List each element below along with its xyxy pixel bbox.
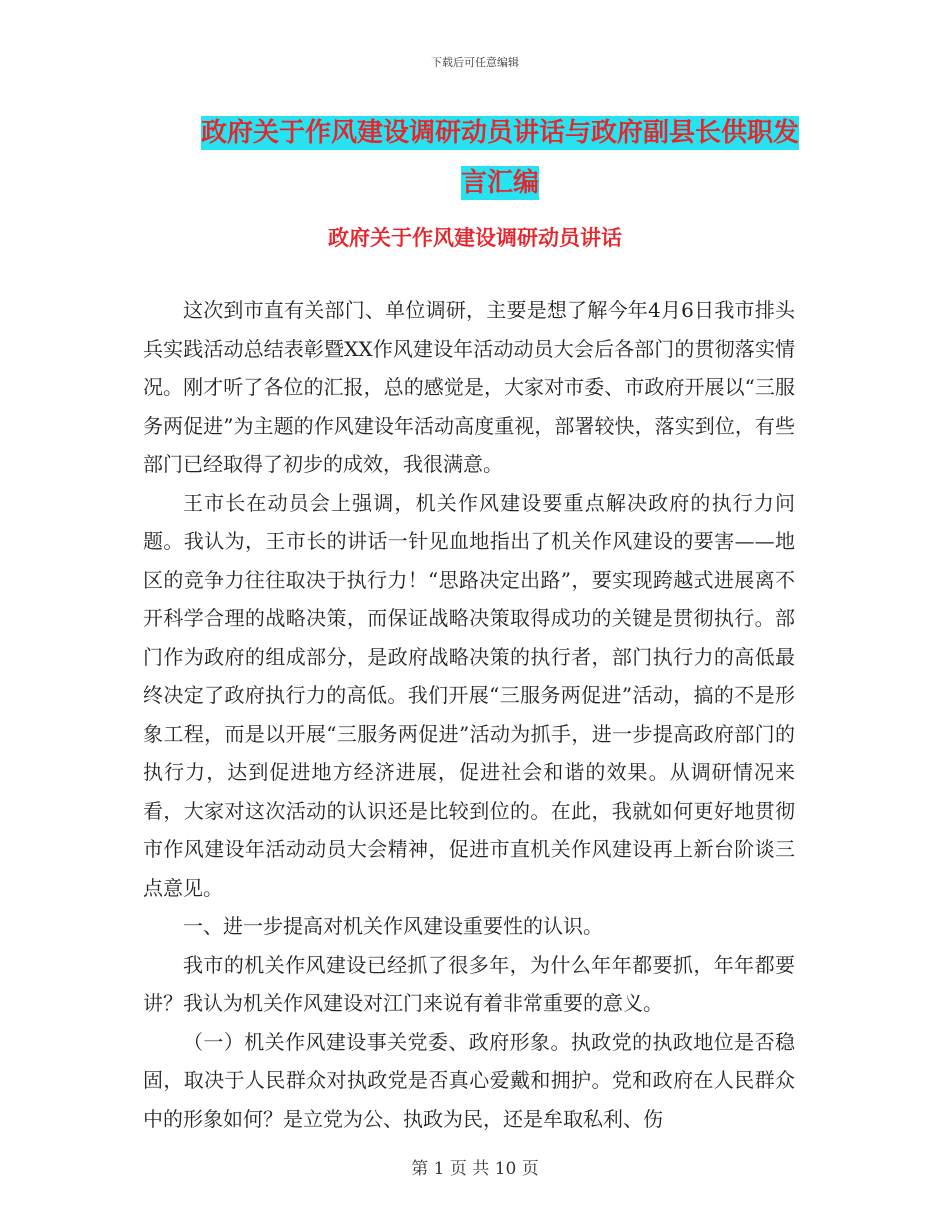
document-title-line-2: 言汇编 (460, 168, 539, 198)
document-body (143, 291, 795, 1138)
paragraph-3: 一、进一步提高对机关作风建设重要性的认识。 (183, 914, 603, 938)
paragraph-1: 这次到市直有关部门、单位调研，主要是想了解今年4月6日我市排头兵实践活动总结表彰暨XX作风建设年活动动员大会后各部门的贯彻落实情况。刚才听了各位的汇报，总的感觉是，大家对市委、市政府开展以“三服务两促进”为主题的作风建设年活动高度重视，部署较快，落实到位，有些部门已经取得了初步的成效，我很满意。 (143, 298, 795, 476)
document-title (180, 108, 820, 208)
page-header-note: 下载后可任意编辑 (431, 56, 519, 69)
document-title-line-1: 政府关于作风建设调研动员讲话与政府副县长供职发 (200, 118, 799, 148)
page-number: 第 1 页 共 10 页 (411, 1159, 539, 1179)
paragraph-4: 我市的机关作风建设已经抓了很多年，为什么年年都要抓，年年都要讲？我认为机关作风建设对江门来说有着非常重要的意义。 (143, 952, 795, 1015)
paragraph-2: 王市长在动员会上强调，机关作风建设要重点解决政府的执行力问题。我认为，王市长的讲话一针见血地指出了机关作风建设的要害——地区的竞争力往往取决于执行力！“思路决定出路”，要实现跨越式进展离不开科学合理的战略决策，而保证战略决策取得成功的关键是贯彻执行。部门作为政府的组成部分，是政府战略决策的执行者，部门执行力的高低最终决定了政府执行力的高低。我们开展“三服务两促进”活动，搞的不是形象工程，而是以开展“三服务两促进”活动为抓手，进一步提高政府部门的执行力，达到促进地方经济进展，促进社会和谐的效果。从调研情况来看，大家对这次活动的认识还是比较到位的。在此，我就如何更好地贯彻市作风建设年活动动员大会精神，促进市直机关作风建设再上新台阶谈三点意见。 (143, 490, 795, 900)
section-title: 政府关于作风建设调研动员讲话 (328, 226, 622, 250)
paragraph-5: （一）机关作风建设事关党委、政府形象。执政党的执政地位是否稳固，取决于人民群众对执政党是否真心爱戴和拥护。党和政府在人民群众中的形象如何？是立党为公、执政为民，还是牟取私利、伤 (143, 1029, 795, 1131)
